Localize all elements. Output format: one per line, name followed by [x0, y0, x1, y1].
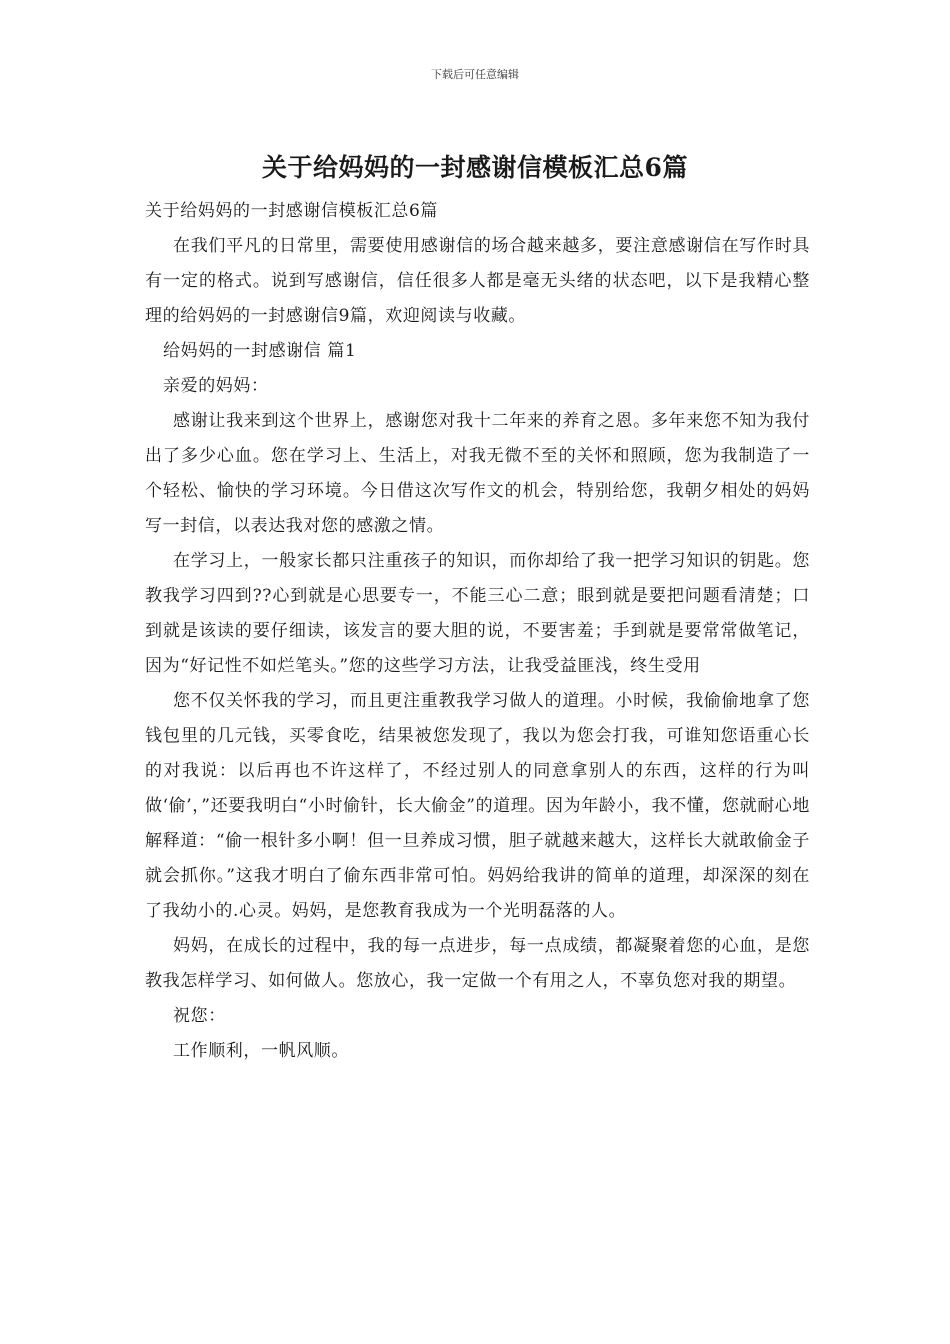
body-paragraph-2: 在学习上，一般家长都只注重孩子的知识，而你却给了我一把学习知识的钥匙。您教我学习四到??心到就是心思要专一，不能三心二意；眼到就是要把问题看清楚；口到就是该读的要仔细读，该发言的要大胆的说，不要害羞；手到就是要常常做笔记，因为“好记性不如烂笔头。”您的这些学习方法，让我受益匪浅，终生受用	[145, 551, 810, 676]
document-body	[145, 194, 810, 1069]
intro-paragraph: 在我们平凡的日常里，需要使用感谢信的场合越来越多，要注意感谢信在写作时具有一定的格式。说到写感谢信，信任很多人都是毫无头绪的状态吧，以下是我精心整理的给妈妈的一封感谢信9篇，欢迎阅读与收藏。	[145, 236, 810, 326]
closing-line-1: 祝您：	[173, 1006, 226, 1026]
closing-line-2: 工作顺利，一帆风顺。	[173, 1041, 349, 1061]
salutation: 亲爱的妈妈：	[163, 376, 269, 396]
document-title: 关于给妈妈的一封感谢信模板汇总6篇	[262, 153, 688, 182]
body-paragraph-3: 您不仅关怀我的学习，而且更注重教我学习做人的道理。小时候，我偷偷地拿了您钱包里的几元钱，买零食吃，结果被您发现了，我以为您会打我，可谁知您语重心长的对我说：以后再也不许这样了，不经过别人的同意拿别人的东西，这样的行为叫做‘偷’，”还要我明白“小时偷针，长大偷金”的道理。因为年龄小，我不懂，您就耐心地解释道：“偷一根针多小啊！但一旦养成习惯，胆子就越来越大，这样长大就敢偷金子就会抓你。”这我才明白了偷东西非常可怕。妈妈给我讲的简单的道理，却深深的刻在了我幼小的.心灵。妈妈，是您教育我成为一个光明磊落的人。	[145, 691, 810, 921]
subtitle: 关于给妈妈的一封感谢信模板汇总6篇	[145, 201, 439, 221]
section-heading: 给妈妈的一封感谢信 篇1	[163, 341, 357, 361]
header-note: 下载后可任意编辑	[431, 68, 519, 81]
body-paragraph-1: 感谢让我来到这个世界上，感谢您对我十二年来的养育之恩。多年来您不知为我付出了多少心血。您在学习上、生活上，对我无微不至的关怀和照顾，您为我制造了一个轻松、愉快的学习环境。今日借这次写作文的机会，特别给您，我朝夕相处的妈妈写一封信，以表达我对您的感激之情。	[145, 411, 810, 536]
body-paragraph-4: 妈妈，在成长的过程中，我的每一点进步，每一点成绩，都凝聚着您的心血，是您教我怎样学习、如何做人。您放心，我一定做一个有用之人，不辜负您对我的期望。	[145, 936, 810, 991]
